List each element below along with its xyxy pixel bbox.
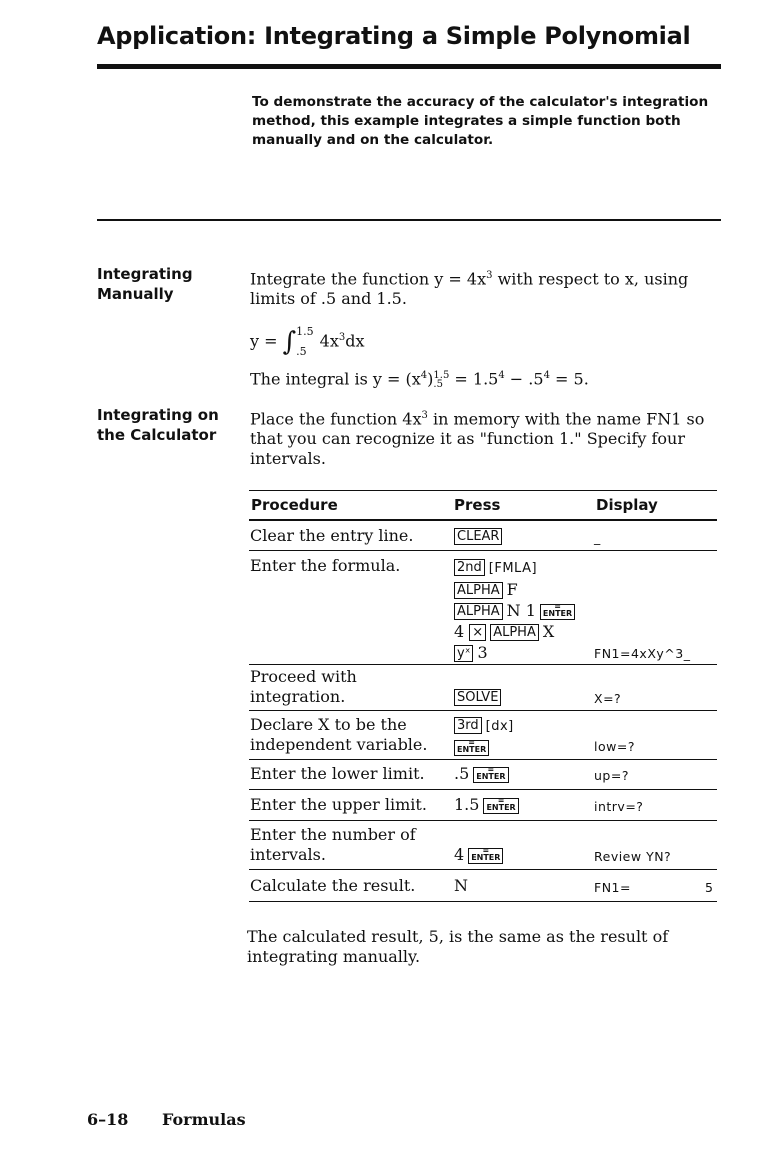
times-key[interactable]: × <box>469 624 486 641</box>
table-row-press: 3rd [dx] = ENTER <box>454 715 514 757</box>
table-row-press <box>454 526 506 546</box>
table-row-press: N <box>454 876 468 895</box>
intro-paragraph: To demonstrate the accuracy of the calculator's integration method, this example integrates a simple function both manually and on the calculator. <box>252 94 709 148</box>
row-rule <box>249 710 717 711</box>
section-heading-manual: Integrating Manually <box>97 265 193 303</box>
row-rule <box>249 869 717 870</box>
table-row-proc: Enter the formula. <box>250 556 401 575</box>
table-row-press: 2nd [FMLA] ALPHA F ALPHA N 1= ENTER 4 × ALPHA X yˣ 3 <box>454 556 575 663</box>
integral-sign-icon: ∫ <box>282 327 297 357</box>
section-heading-calculator: Integrating on the Calculator <box>97 406 219 444</box>
power-key[interactable]: yˣ <box>454 645 473 662</box>
integral-result: The integral is $y = (x^4)$ 1.5 .5 = $1.5^4 - .5^4 = 5$. <box>250 369 589 390</box>
clear-key[interactable]: CLEAR <box>454 528 502 545</box>
enter-key[interactable]: = ENTER <box>473 767 508 783</box>
table-header-rule <box>249 519 717 521</box>
header-display: Display <box>596 496 658 514</box>
table-row-display: low=? <box>594 739 635 754</box>
table-row-press: 4= ENTER <box>454 845 503 865</box>
enter-key[interactable]: = ENTER <box>540 604 575 620</box>
manual-description: Integrate the function $y = 4x^3$ with respect to x, using limits of .5 and 1.5. <box>250 269 689 309</box>
conclusion-paragraph: The calculated result, 5, is the same as the result of integrating manually. <box>247 927 669 966</box>
table-row-display: FN1=4xXy^3_ <box>594 646 691 661</box>
alpha-key[interactable]: ALPHA <box>454 603 503 620</box>
row-rule <box>249 664 717 665</box>
header-press: Press <box>454 496 501 514</box>
result-value: 5 <box>705 880 714 895</box>
table-top-rule <box>249 490 717 491</box>
table-row-proc: Clear the entry line. <box>250 526 414 545</box>
page-title: Application: Integrating a Simple Polynomial <box>97 22 691 50</box>
table-row-proc: Declare X to be the independent variable. <box>250 715 428 754</box>
row-rule <box>249 820 717 821</box>
row-rule <box>249 789 717 790</box>
header-procedure: Procedure <box>251 496 338 514</box>
enter-key[interactable]: = ENTER <box>483 798 518 814</box>
table-row-press <box>454 687 505 707</box>
alpha-key[interactable]: ALPHA <box>490 624 539 641</box>
title-divider <box>97 64 721 69</box>
alpha-key[interactable]: ALPHA <box>454 582 503 599</box>
enter-key[interactable]: = ENTER <box>454 740 489 756</box>
section-divider <box>97 219 721 221</box>
table-row-press: .5= ENTER <box>454 764 509 784</box>
solve-key[interactable]: SOLVE <box>454 689 501 706</box>
row-rule <box>249 759 717 760</box>
integral-formula: y = ∫ 1.5 .5 $4x^3dx$ <box>250 325 365 358</box>
table-row-proc: Calculate the result. <box>250 876 416 895</box>
table-row-display: up=? <box>594 768 629 783</box>
third-key[interactable]: 3rd <box>454 717 482 734</box>
table-row-display: FN1= <box>594 880 631 895</box>
table-row-proc: Enter the upper limit. <box>250 795 427 814</box>
table-row-display: X=? <box>594 691 622 706</box>
footer-section-label: Formulas <box>162 1110 246 1129</box>
table-row-display: intrv=? <box>594 799 644 814</box>
table-bottom-rule <box>249 901 717 902</box>
page-number: 6–18 <box>87 1110 129 1129</box>
table-row-proc: Proceed with integration. <box>250 667 357 706</box>
second-key[interactable]: 2nd <box>454 559 485 576</box>
calculator-description: Place the function $4x^3$ in memory with the name FN1 so that you can recognize it as "function 1." Specify four intervals. <box>250 409 705 469</box>
table-row-display: Review YN? <box>594 849 672 864</box>
row-rule <box>249 550 717 551</box>
enter-key[interactable]: = ENTER <box>468 848 503 864</box>
table-row-proc: Enter the number of intervals. <box>250 825 416 864</box>
table-row-display: _ <box>594 530 601 545</box>
table-row-proc: Enter the lower limit. <box>250 764 425 783</box>
table-row-press: 1.5= ENTER <box>454 795 519 815</box>
